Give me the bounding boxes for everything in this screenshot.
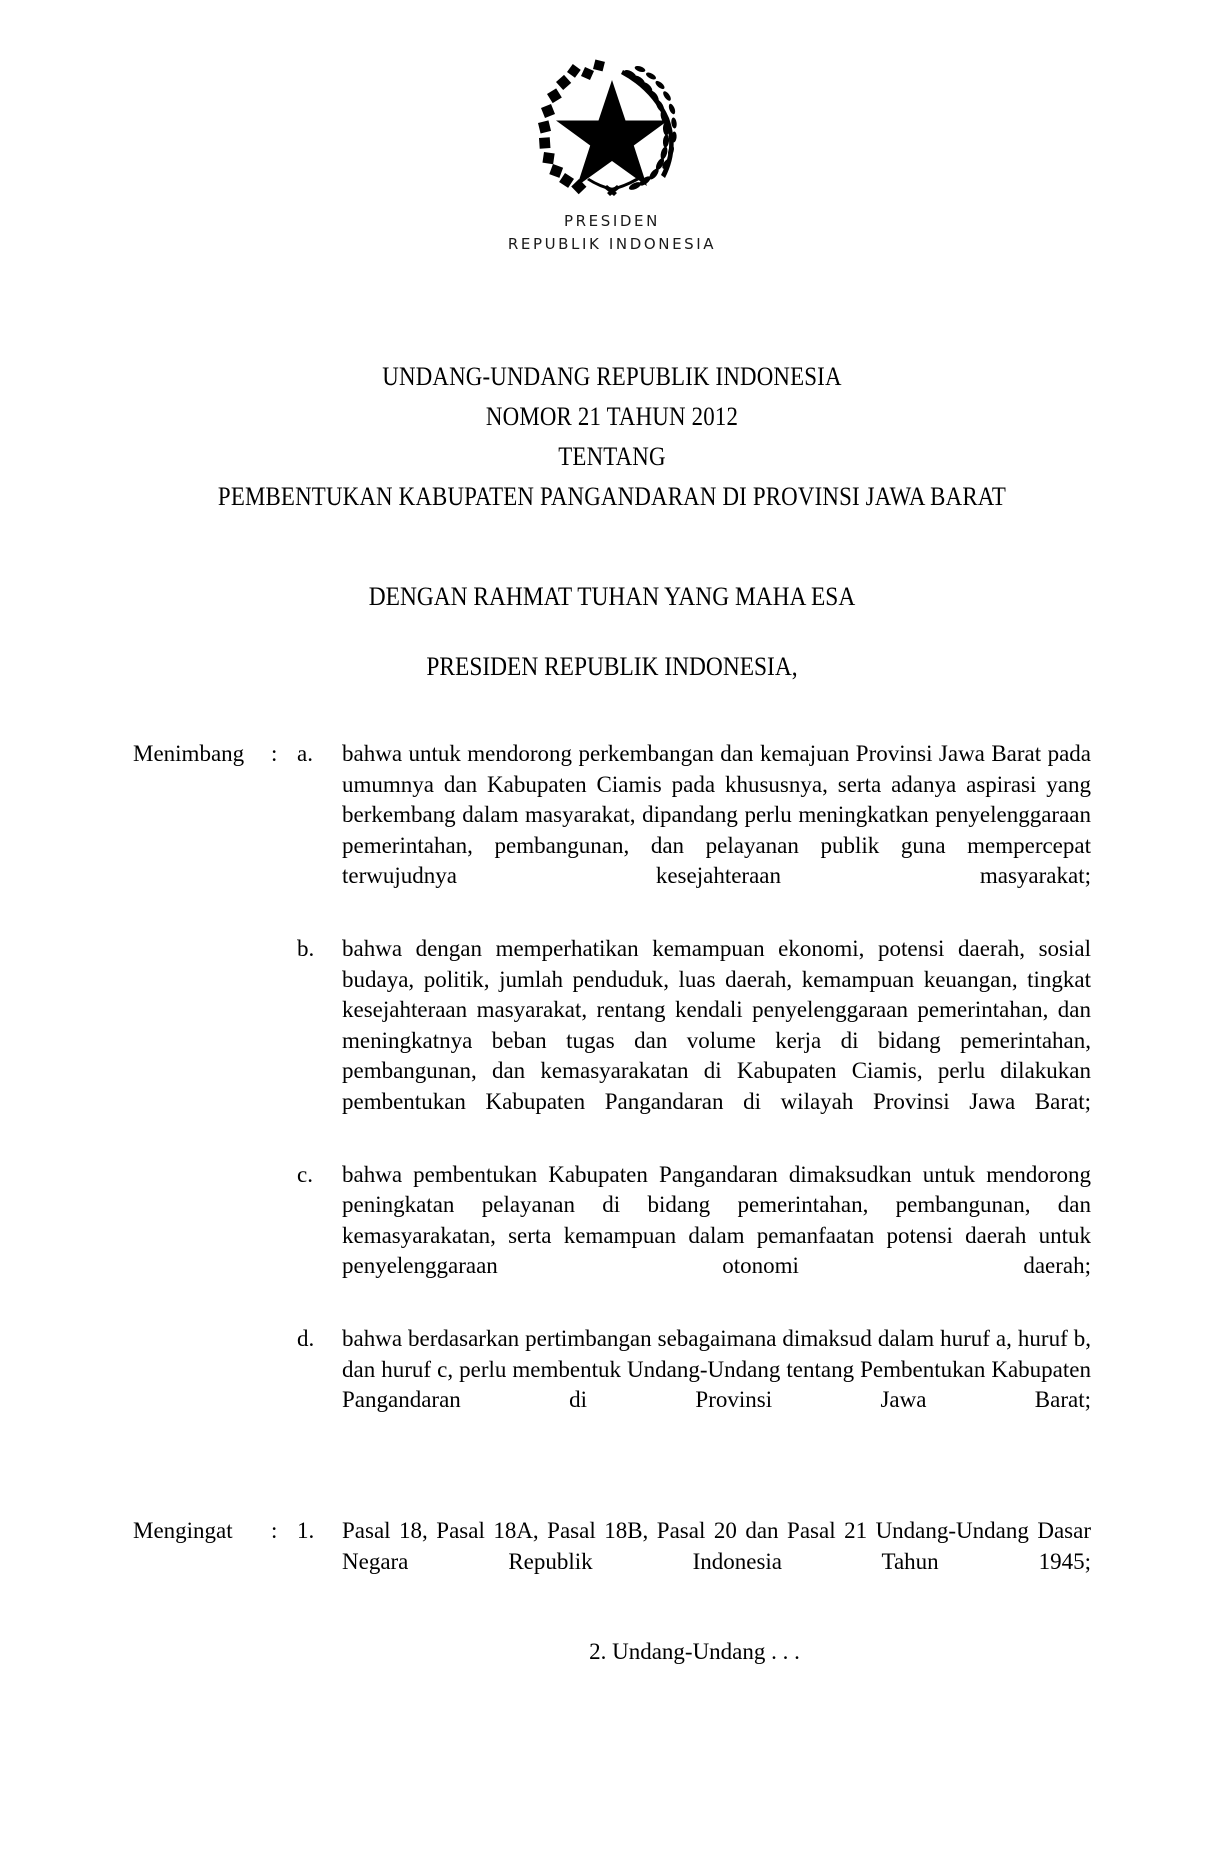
title-line-number: NOMOR 21 TAHUN 2012 bbox=[485, 402, 739, 431]
preamble-authority: PRESIDEN REPUBLIK INDONESIA, bbox=[426, 652, 798, 681]
menimbang-text-b: bahwa dengan memperhatikan kemampuan ekonomi, potensi daerah, sosial budaya, politik, jumlah penduduk, luas daerah, kemampuan keuangan, tingkat kesejahteraan masyarakat, rentang kendali penyelenggaraan pemerintahan, dan meningkatnya beban tugas dan volume kerja di bidang pemerintahan, pembangunan, dan kemasyarakatan di Kabupaten Ciamis, perlu dilakukan pembentukan Kabupaten Pangandaran di wilayah Provinsi Jawa Barat; bbox=[342, 936, 1091, 1114]
mengingat-label: Mengingat bbox=[133, 1518, 233, 1543]
menimbang-item-a bbox=[133, 739, 1091, 922]
menimbang-item-c bbox=[133, 1160, 1091, 1313]
emblem-caption bbox=[0, 210, 1224, 256]
menimbang-marker-c: c. bbox=[297, 1161, 313, 1187]
menimbang-item-b bbox=[133, 934, 1091, 1148]
emblem-container bbox=[0, 52, 1224, 202]
menimbang-text-d: bahwa berdasarkan pertimbangan sebagaimana dimaksud dalam huruf a, huruf b, dan huruf c, perlu membentuk Undang-Undang tentang Pembentukan Kabupaten Pangandaran di Provinsi Jawa Barat; bbox=[342, 1326, 1091, 1412]
menimbang-text-a: bahwa untuk mendorong perkembangan dan kemajuan Provinsi Jawa Barat pada umumnya dan Kabupaten Ciamis pada khususnya, serta adanya aspirasi yang berkembang dalam masyarakat, dipandang perlu meningkatkan penyelenggaraan pemerintahan, pembangunan, dan pelayanan publik guna mempercepat terwujudnya kesejahteraan masyarakat; bbox=[342, 741, 1091, 888]
menimbang-item-d bbox=[133, 1324, 1091, 1446]
preamble-blessing: DENGAN RAHMAT TUHAN YANG MAHA ESA bbox=[368, 582, 856, 611]
mengingat-item-1 bbox=[133, 1516, 1091, 1608]
mengingat-marker-1: 1. bbox=[297, 1518, 315, 1543]
indonesian-presidential-seal-icon bbox=[527, 52, 697, 202]
menimbang-colon: : bbox=[271, 741, 278, 766]
emblem-caption-line-2: REPUBLIK INDONESIA bbox=[507, 235, 717, 253]
menimbang-label: Menimbang bbox=[133, 741, 245, 766]
menimbang-marker-a: a. bbox=[297, 741, 313, 766]
menimbang-marker-d: d. bbox=[297, 1326, 315, 1351]
mengingat-colon: : bbox=[271, 1518, 278, 1543]
page-continuation-note: 2. Undang-Undang . . . bbox=[589, 1639, 800, 1664]
menimbang-text-c: bahwa pembentukan Kabupaten Pangandaran dimaksudkan untuk mendorong peningkatan pelayanan di bidang pemerintahan, pembangunan, dan kemasyarakatan, serta kemampuan dalam pemanfaatan potensi daerah untuk penyelenggaraan otonomi daerah; bbox=[342, 1161, 1091, 1278]
title-line-tentang: TENTANG bbox=[558, 442, 666, 471]
title-line-subject: PEMBENTUKAN KABUPATEN PANGANDARAN DI PROVINSI JAWA BARAT bbox=[217, 482, 1007, 511]
mengingat-text-1: Pasal 18, Pasal 18A, Pasal 18B, Pasal 20 dan Pasal 21 Undang-Undang Dasar Negara Republik Indonesia Tahun 1945; bbox=[342, 1518, 1091, 1574]
mengingat-section bbox=[133, 1516, 1091, 1610]
title-line-law-type: UNDANG-UNDANG REPUBLIK INDONESIA bbox=[382, 362, 842, 391]
emblem-caption-line-1: PRESIDEN bbox=[564, 212, 660, 230]
document-title-block bbox=[0, 357, 1224, 517]
menimbang-section bbox=[133, 739, 1091, 1448]
menimbang-marker-b: b. bbox=[297, 936, 315, 961]
